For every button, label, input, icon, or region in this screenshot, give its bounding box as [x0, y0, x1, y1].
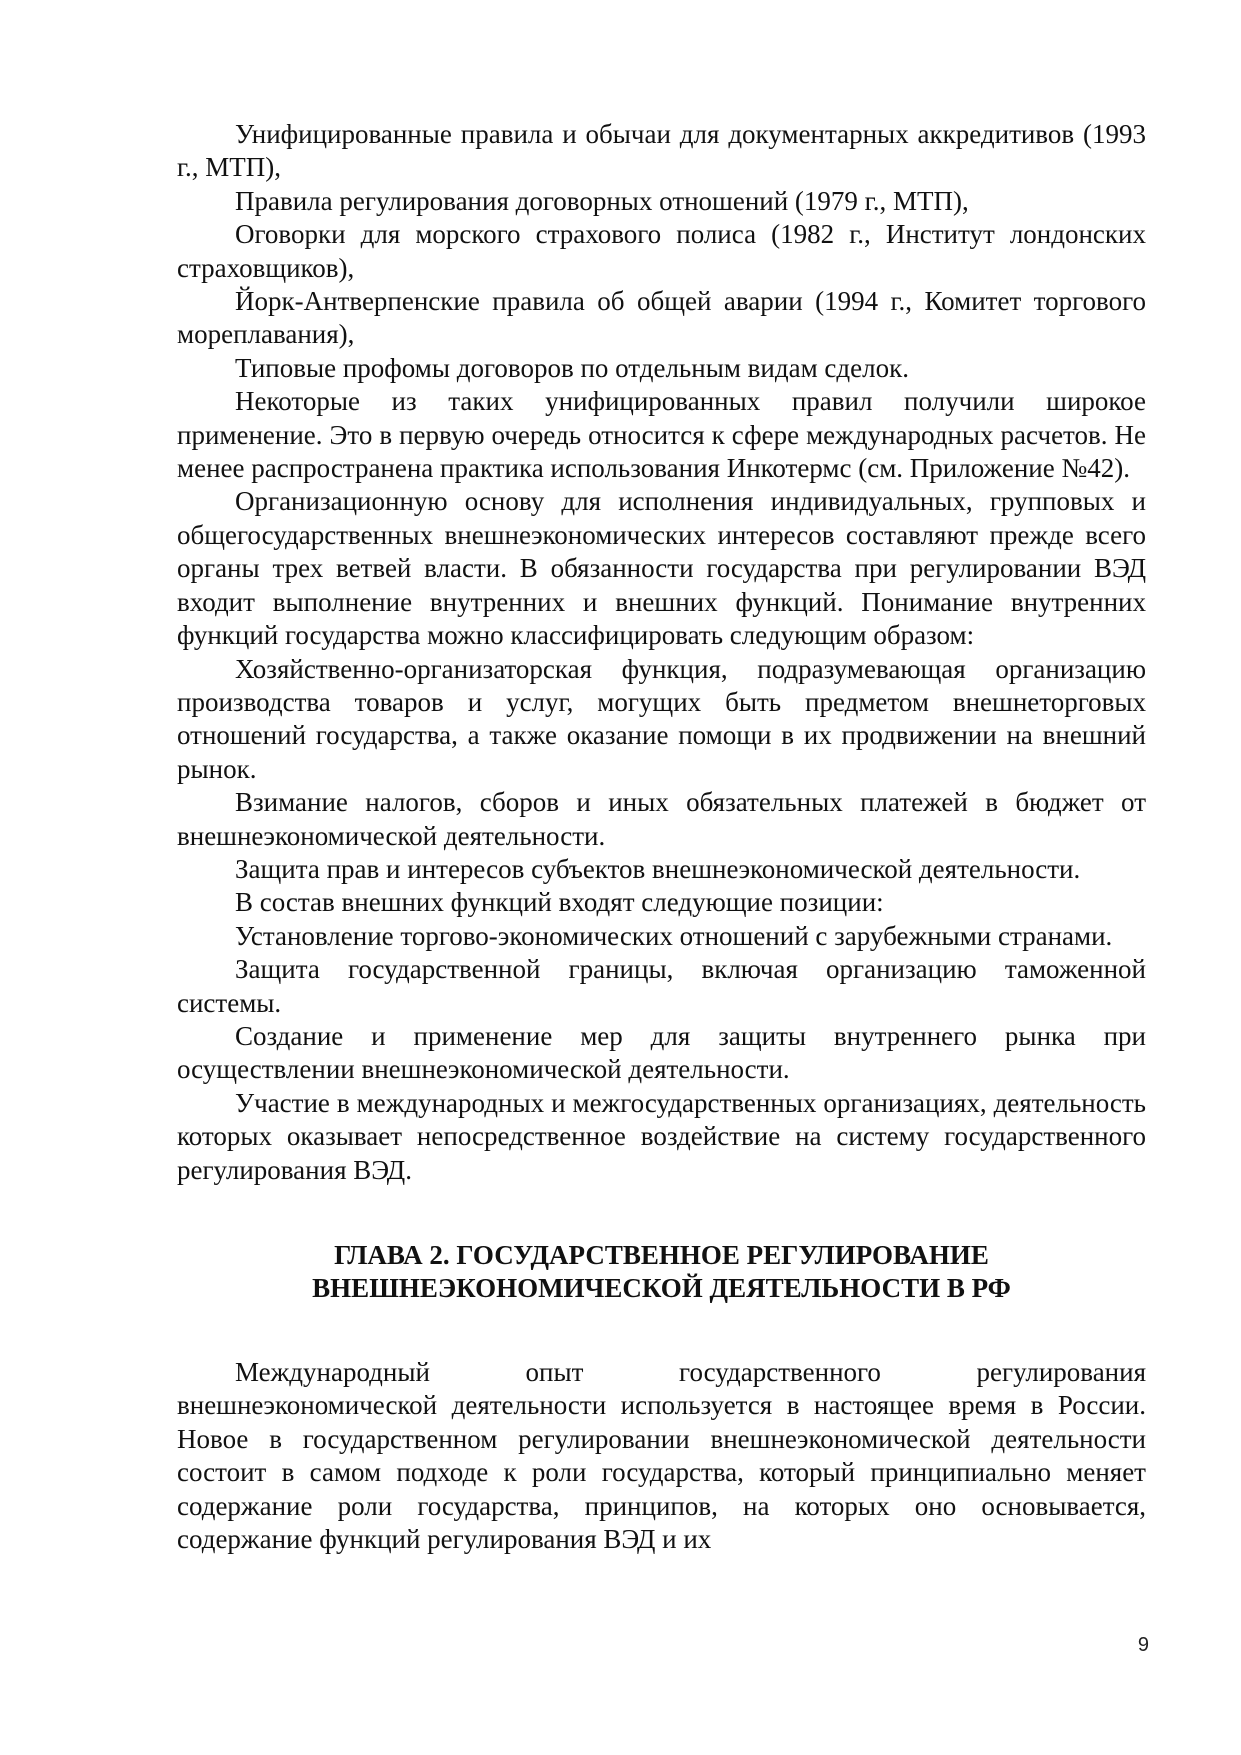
paragraph-trade-relations: Установление торгово-экономических отношений с зарубежными странами. — [235, 920, 1113, 951]
chapter-heading-line-2: ВНЕШНЕЭКОНОМИЧЕСКОЙ ДЕЯТЕЛЬНОСТИ В РФ — [312, 1273, 1011, 1303]
paragraph-contract-rules: Правила регулирования договорных отношений (1979 г., МТП), — [235, 185, 969, 216]
paragraph-rights-protection: Защита прав и интересов субъектов внешнеэкономической деятельности. — [235, 853, 1081, 884]
paragraph-economic-function: Хозяйственно-организаторская функция, подразумевающая организацию производства товаров и услуг, могущих быть предметом внешнеторговых отношений государства, а также оказание помощи в их продвижении на внешний рынок. — [177, 653, 1146, 784]
paragraph-external-functions: В состав внешних функций входят следующие позиции: — [235, 887, 884, 918]
paragraph-international-experience: Международный опыт государственного регулирования внешнеэкономической деятельности используется в настоящее время в России. Новое в государственном регулировании внешнеэкономической деятельности состоит в самом подходе к роли государства, который принципиально меняет содержание роли государства, принципов, на которых оно основывается, содержание функций регулирования ВЭД и их — [177, 1357, 1146, 1555]
paragraph-incoterms: Некоторые из таких унифицированных правил получили широкое применение. Это в первую очередь относится к сфере международных расчетов. Не менее распространена практика использования Инкотермс (см. Приложение №42). — [177, 386, 1146, 484]
chapter-heading-line-1: ГЛАВА 2. ГОСУДАРСТВЕННОЕ РЕГУЛИРОВАНИЕ — [334, 1240, 989, 1270]
paragraph-market-protection: Создание и применение мер для защиты внутреннего рынка при осуществлении внешнеэкономической деятельности. — [177, 1020, 1146, 1085]
paragraph-insurance-clauses: Оговорки для морского страхового полиса (1982 г., Институт лондонских страховщиков), — [177, 219, 1146, 283]
paragraph-ucp: Унифицированные правила и обычаи для документарных аккредитивов (1993 г., МТП), — [177, 119, 1146, 183]
paragraph-organizational-basis: Организационную основу для исполнения индивидуальных, групповых и общегосударственных внешнеэкономических интересов составляют прежде всего органы трех ветвей власти. В обязанности государства при регулировании ВЭД входит выполнение внутренних и внешних функций. Понимание внутренних функций государства можно классифицировать следующим образом: — [177, 486, 1146, 651]
paragraph-york-antwerp: Йорк-Антверпенские правила об общей аварии (1994 г., Комитет торгового мореплавания), — [177, 286, 1146, 350]
chapter-heading — [177, 1239, 1146, 1305]
paragraph-international-orgs: Участие в международных и межгосударственных организациях, деятельность которых оказывает непосредственное воздействие на систему государственного регулирования ВЭД. — [177, 1087, 1146, 1185]
page-number: 9 — [1137, 1634, 1149, 1656]
paragraph-taxes: Взимание налогов, сборов и иных обязательных платежей в бюджет от внешнеэкономической деятельности. — [177, 787, 1146, 851]
paragraph-border-protection: Защита государственной границы, включая организацию таможенной системы. — [177, 954, 1146, 1018]
document-page — [177, 118, 1146, 1556]
paragraph-standard-forms: Типовые профомы договоров по отдельным видам сделок. — [235, 352, 909, 383]
